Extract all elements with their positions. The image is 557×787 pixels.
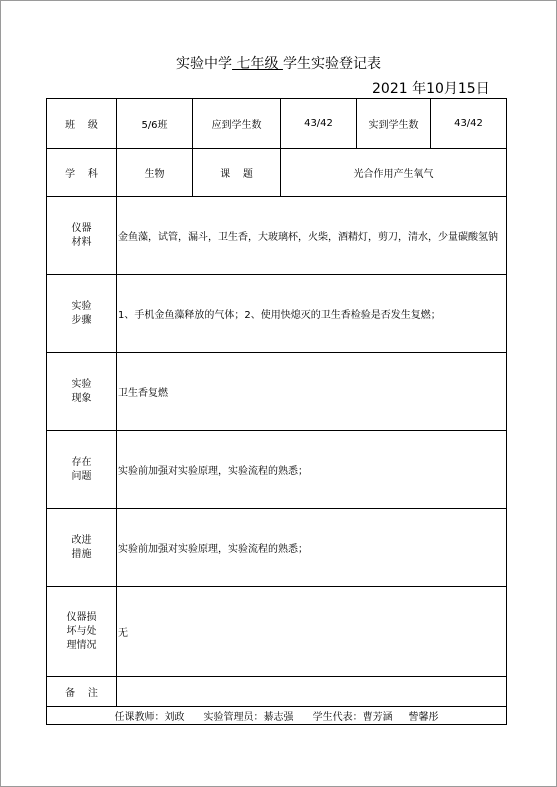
damage-value: 无 <box>117 587 507 677</box>
subject-row <box>47 149 507 197</box>
steps-row <box>47 275 507 353</box>
subject-value: 生物 <box>117 149 193 197</box>
remarks-row <box>47 677 507 707</box>
registration-table <box>46 98 507 725</box>
record-date: 2021 年10月15日 <box>372 81 490 97</box>
instruments-label: 仪器 材料 <box>47 197 117 275</box>
class-value: 5/6班 <box>117 99 193 149</box>
signatures: 任课教师：刘政 实验管理员：綦志强 学生代表：曹芳涵 訾馨彤 <box>47 707 507 725</box>
subject-label: 学 科 <box>47 149 117 197</box>
expected-students-value: 43/42 <box>281 99 357 149</box>
improvement-row <box>47 509 507 587</box>
class-label: 班 级 <box>47 99 117 149</box>
actual-students-value: 43/42 <box>431 99 507 149</box>
instruments-row <box>47 197 507 275</box>
topic-label: 课 题 <box>193 149 281 197</box>
issues-row <box>47 431 507 509</box>
phenomenon-label: 实验 现象 <box>47 353 117 431</box>
issues-label: 存在 问题 <box>47 431 117 509</box>
damage-row <box>47 587 507 677</box>
steps-value: 1、手机金鱼藻释放的气体；2、使用快熄灭的卫生香检验是否发生复燃； <box>117 275 507 353</box>
page-title <box>0 53 557 73</box>
remarks-label: 备 注 <box>47 677 117 707</box>
actual-students-label: 实到学生数 <box>357 99 431 149</box>
issues-value: 实验前加强对实验原理，实验流程的熟悉； <box>117 431 507 509</box>
title-suffix: 学生实验登记表 <box>282 56 381 72</box>
expected-students-label: 应到学生数 <box>193 99 281 149</box>
instruments-value: 金鱼藻，试管，漏斗，卫生香，大玻璃杯，火柴，酒精灯，剪刀，清水，少量碳酸氢钠 <box>117 197 507 275</box>
improvement-value: 实验前加强对实验原理，实验流程的熟悉； <box>117 509 507 587</box>
phenomenon-row <box>47 353 507 431</box>
improvement-label: 改进 措施 <box>47 509 117 587</box>
title-prefix: 实验中学 <box>176 56 233 72</box>
class-row <box>47 99 507 149</box>
remarks-value <box>117 677 507 707</box>
topic-value: 光合作用产生氧气 <box>281 149 507 197</box>
title-grade: 七年级 <box>232 56 283 72</box>
footer-row <box>47 707 507 725</box>
damage-label: 仪器损 坏与处 理情况 <box>47 587 117 677</box>
phenomenon-value: 卫生香复燃 <box>117 353 507 431</box>
steps-label: 实验 步骤 <box>47 275 117 353</box>
